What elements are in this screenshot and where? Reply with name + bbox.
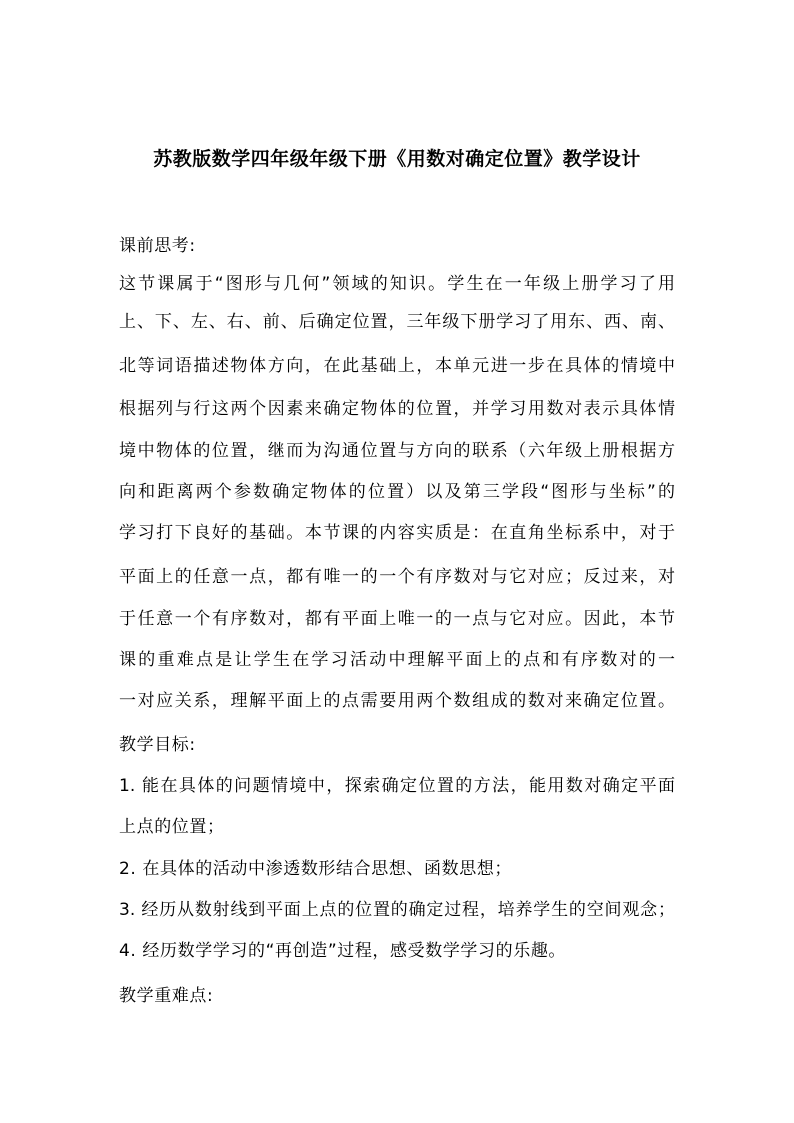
paragraph-line: 向和距离两个参数确定物体的位置）以及第三学段“图形与坐标”的 <box>119 482 675 502</box>
list-item-goal-4: 4. 经历数学学习的“再创造”过程，感受数学学习的乐趣。 <box>119 941 567 961</box>
paragraph-line: 北等词语描述物体方向，在此基础上，本单元进一步在具体的情境中 <box>119 356 675 376</box>
paragraph-line: 一对应关系，理解平面上的点需要用两个数组成的数对来确定位置。 <box>119 691 675 711</box>
section-heading-teaching-goals: 教学目标: <box>119 735 196 755</box>
section-heading-key-difficulties: 教学重难点: <box>119 986 214 1006</box>
list-item-goal-1-continued: 上点的位置； <box>119 817 225 837</box>
list-item-goal-1: 1. 能在具体的问题情境中，探索确定位置的方法，能用数对确定平面 <box>119 776 675 796</box>
paragraph-line: 上、下、左、右、前、后确定位置，三年级下册学习了用东、西、南、 <box>119 312 675 332</box>
paragraph-line: 根据列与行这两个因素来确定物体的位置，并学习用数对表示具体情 <box>119 399 675 419</box>
paragraph-line: 平面上的任意一点，都有唯一的一个有序数对与它对应；反过来，对 <box>119 567 675 587</box>
paragraph-line: 学习打下良好的基础。本节课的内容实质是：在直角坐标系中，对于 <box>119 523 675 543</box>
list-item-goal-3: 3. 经历从数射线到平面上点的位置的确定过程，培养学生的空间观念； <box>119 900 675 920</box>
paragraph-line: 于任意一个有序数对，都有平面上唯一的一点与它对应。因此，本节 <box>119 609 675 629</box>
list-item-goal-2: 2. 在具体的活动中渗透数形结合思想、函数思想； <box>119 859 513 879</box>
section-heading-pre-class-thinking: 课前思考: <box>119 236 196 256</box>
paragraph-line: 这节课属于“图形与几何”领域的知识。学生在一年级上册学习了用 <box>119 274 675 294</box>
paragraph-line: 课的重难点是让学生在学习活动中理解平面上的点和有序数对的一 <box>119 650 675 670</box>
paragraph-line: 境中物体的位置，继而为沟通位置与方向的联系（六年级上册根据方 <box>119 441 675 461</box>
document-title: 苏教版数学四年级年级下册《用数对确定位置》教学设计 <box>153 148 641 170</box>
